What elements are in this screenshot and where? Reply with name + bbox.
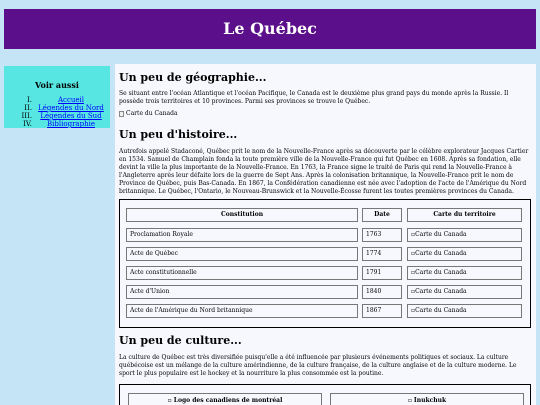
constitution-date: 1763 (362, 228, 402, 242)
culture-text: La culture de Québec est très diversifiée puisqu'elle a été influencée par plusieurs événements politiques et sociaux. La culture québécoise est un mélange de la culture amérindienne, de la culture française, de la culture anglaise et de la culture moderne. Le sport le plus populaire est le hockey et la nourriture la plus consommée est la poutine. (119, 354, 517, 377)
culture-images-table (119, 384, 531, 405)
broken-image-icon: ▫ (411, 307, 416, 314)
page-banner (4, 9, 536, 49)
territory-map-image: ▫Carte du Canada (407, 285, 522, 299)
table-header-row (120, 208, 530, 222)
broken-image-icon: ▫ (411, 250, 416, 257)
broken-image-icon: ▫ (407, 396, 412, 404)
link-accueil[interactable]: Accueil (57, 96, 85, 104)
sidebar-list (8, 96, 106, 128)
page-title: Le Québec (223, 19, 317, 38)
constitution-date: 1791 (362, 266, 402, 280)
territory-map-image: ▫Carte du Canada (407, 228, 522, 242)
geo-heading: Un peu de géographie... (119, 71, 267, 84)
column-header: Constitution (126, 208, 358, 222)
constitution-name: Acte d'Union (126, 285, 358, 299)
constitution-table (119, 199, 531, 328)
territory-map-image: ▫Carte du Canada (407, 304, 522, 318)
link-legendes-nord[interactable]: Légendes du Nord (38, 104, 104, 112)
table-row (120, 266, 530, 280)
geo-text: Se situant entre l'océan Atlantique et l'océan Pacifique, le Canada est le deuxième plus grand pays du monde après la Russie. Il possède trois territoires et 10 provinces. Parmi ses provinces se trouve le Québec. (119, 90, 509, 105)
history-text: Autrefois appelé Stadaconé, Québec prit le nom de la Nouvelle-France après sa découverte par le célèbre explorateur Jacques Cartier en 1534. Samuel de Champlain fonda la toute première ville de la Nouvelle-France qui fut Québec en 1608. Après sa fondation, elle devint la ville la plus importante de la Nouvelle-France. En 1763, la France signe le traité de Paris qui rend la Nouvelle-France à l'Angleterre après leur défaite lors de la guerre de Sept Ans. Après la colonisation britannique, la Nouvelle-France prit le nom de Province de Québec, puis Bas-Canada. En 1867, la Confédération canadienne est née avec l'adoption de l'acte de l'Amérique du Nord britannique. Le Québec, l'Ontario, le Nouveau-Brunswick et la Nouvelle-Écosse furent les toutes premières provinces du Canada. (119, 148, 529, 195)
link-legendes-sud[interactable]: Légendes du Sud (40, 112, 102, 120)
constitution-date: 1840 (362, 285, 402, 299)
inukchuk-image: ▫ Inukchuk (330, 393, 524, 405)
table-row (120, 285, 530, 299)
sidebar (4, 66, 110, 128)
constitution-date: 1774 (362, 247, 402, 261)
table-row (120, 304, 530, 318)
link-bibliographie[interactable]: Bibliographie (47, 120, 95, 128)
sidebar-title: Voir aussi (35, 80, 79, 90)
constitution-name: Acte constitutionnelle (126, 266, 358, 280)
sidebar-item: III. Légendes du Sud (8, 112, 106, 120)
canadiens-logo-image: ▫ Logo des canadiens de montréal (128, 393, 322, 405)
broken-image-icon: ▫ (167, 396, 172, 404)
table-row (120, 228, 530, 242)
broken-image-icon: ▫ (411, 269, 416, 276)
constitution-date: 1867 (362, 304, 402, 318)
sidebar-item: I. Accueil (8, 96, 106, 104)
column-header: Date (362, 208, 402, 222)
culture-heading: Un peu de culture... (119, 334, 242, 347)
broken-image-icon: ▫ (411, 231, 416, 238)
constitution-name: Acte de l'Amérique du Nord britannique (126, 304, 358, 318)
history-heading: Un peu d'histoire... (119, 128, 238, 141)
territory-map-image: ▫Carte du Canada (407, 266, 522, 280)
sidebar-item: IV. Bibliographie (8, 120, 106, 128)
territory-map-image: ▫Carte du Canada (407, 247, 522, 261)
column-header: Carte du territoire (407, 208, 522, 222)
canada-map-image: Carte du Canada (119, 110, 178, 117)
broken-image-icon: ▫ (411, 288, 416, 295)
broken-image-icon (119, 111, 124, 117)
sidebar-item: II. Légendes du Nord (8, 104, 106, 112)
constitution-name: Acte de Québec (126, 247, 358, 261)
constitution-name: Proclamation Royale (126, 228, 358, 242)
table-row (120, 247, 530, 261)
main-content (115, 64, 536, 405)
